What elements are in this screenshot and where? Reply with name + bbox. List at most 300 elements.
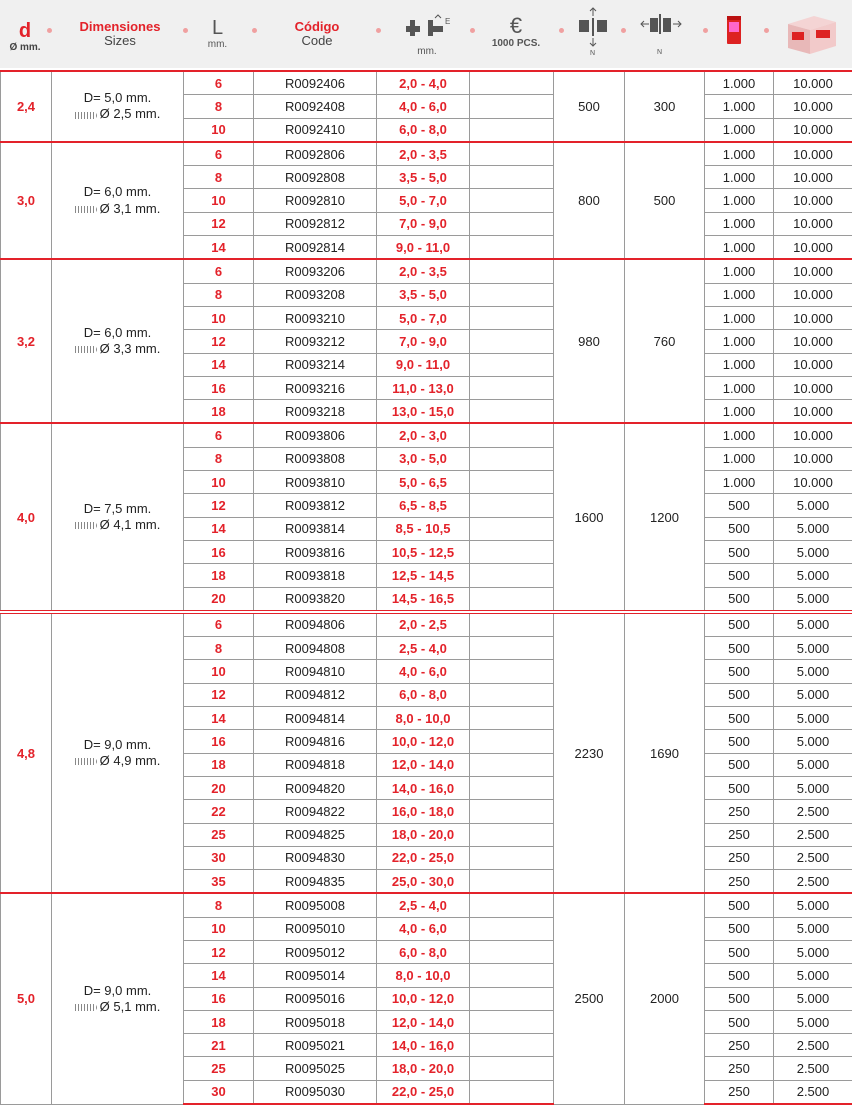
code-cell: R0095008	[254, 893, 377, 917]
code-cell: R0095025	[254, 1057, 377, 1080]
grip-range-cell: 22,0 - 25,0	[377, 1080, 470, 1104]
box-qty-cell: 500	[705, 564, 774, 587]
table-row	[1, 612, 852, 637]
length-cell: 16	[184, 730, 254, 753]
table-row	[1, 142, 852, 166]
length-cell: 16	[184, 376, 254, 399]
head-diameter-text: D= 5,0 mm.	[83, 90, 152, 106]
code-cell: R0093810	[254, 471, 377, 494]
code-cell: R0093208	[254, 283, 377, 306]
grip-range-cell: 2,0 - 4,0	[377, 71, 470, 95]
price-cell	[470, 306, 554, 329]
drill-diameter-line	[52, 753, 183, 769]
carton-qty-cell: 5.000	[774, 587, 852, 612]
price-cell	[470, 730, 554, 753]
price-cell	[470, 753, 554, 776]
header-dimensiones-label: Dimensiones	[79, 19, 161, 34]
price-cell	[470, 870, 554, 894]
code-cell: R0093814	[254, 517, 377, 540]
length-cell: 8	[184, 893, 254, 917]
box-qty-cell: 500	[705, 612, 774, 637]
tensile-force-cell: 760	[625, 259, 705, 423]
code-cell: R0093214	[254, 353, 377, 376]
box-qty-cell: 500	[705, 917, 774, 940]
header-grip-unit: mm.	[417, 46, 437, 57]
box-qty-cell: 500	[705, 1010, 774, 1033]
length-cell: 10	[184, 471, 254, 494]
length-cell: 14	[184, 236, 254, 260]
grip-range-cell: 9,0 - 11,0	[377, 353, 470, 376]
box-qty-cell: 1.000	[705, 471, 774, 494]
carton-qty-cell: 5.000	[774, 707, 852, 730]
length-cell: 12	[184, 940, 254, 963]
separator-dot	[252, 28, 257, 33]
tensile-force-cell: 500	[625, 142, 705, 259]
diameter-cell: 4,0	[1, 423, 52, 611]
price-cell	[470, 707, 554, 730]
price-cell	[470, 376, 554, 399]
table-header	[0, 0, 852, 68]
tensile-force-cell: 2000	[625, 893, 705, 1104]
price-cell	[470, 846, 554, 869]
price-cell	[470, 494, 554, 517]
drill-bit-icon	[75, 206, 97, 213]
carton-qty-cell: 10.000	[774, 71, 852, 95]
header-sizes-label: Sizes	[104, 33, 136, 49]
price-cell	[470, 564, 554, 587]
length-cell: 25	[184, 1057, 254, 1080]
grip-range-cell: 14,0 - 16,0	[377, 776, 470, 799]
grip-range-cell: 9,0 - 11,0	[377, 236, 470, 260]
length-cell: 8	[184, 283, 254, 306]
carton-qty-cell: 2.500	[774, 846, 852, 869]
price-cell	[470, 353, 554, 376]
tensile-force-cell: 1200	[625, 423, 705, 611]
price-cell	[470, 964, 554, 987]
carton-qty-cell: 10.000	[774, 423, 852, 447]
price-cell	[470, 212, 554, 235]
carton-qty-cell: 5.000	[774, 494, 852, 517]
head-diameter-text: D= 6,0 mm.	[83, 325, 152, 341]
carton-qty-cell: 2.500	[774, 1080, 852, 1104]
length-cell: 8	[184, 166, 254, 189]
shear-force-cell: 2230	[554, 612, 625, 894]
header-L-unit: mm.	[207, 39, 228, 50]
carton-qty-cell: 10.000	[774, 142, 852, 166]
price-cell	[470, 95, 554, 118]
carton-qty-cell: 5.000	[774, 893, 852, 917]
carton-qty-cell: 5.000	[774, 940, 852, 963]
diameter-cell: 3,0	[1, 142, 52, 259]
length-cell: 14	[184, 517, 254, 540]
shear-force-cell: 1600	[554, 423, 625, 611]
carton-qty-cell: 10.000	[774, 283, 852, 306]
separator-dot	[621, 28, 626, 33]
grip-range-cell: 10,5 - 12,5	[377, 540, 470, 563]
grip-range-cell: 11,0 - 13,0	[377, 376, 470, 399]
price-cell	[470, 236, 554, 260]
dimensions-cell	[52, 259, 184, 423]
price-cell	[470, 259, 554, 283]
box-qty-cell: 500	[705, 893, 774, 917]
header-L-label: L	[211, 17, 224, 39]
carton-qty-cell: 10.000	[774, 447, 852, 470]
code-cell: R0092806	[254, 142, 377, 166]
carton-qty-cell: 5.000	[774, 1010, 852, 1033]
price-cell	[470, 683, 554, 706]
carton-qty-cell: 10.000	[774, 189, 852, 212]
header-dimensions	[55, 0, 185, 68]
carton-qty-cell: 2.500	[774, 800, 852, 823]
carton-qty-cell: 10.000	[774, 118, 852, 142]
drill-diameter-text: Ø 4,9 mm.	[99, 753, 161, 769]
code-cell: R0092810	[254, 189, 377, 212]
box-qty-cell: 1.000	[705, 118, 774, 142]
grip-range-cell: 6,0 - 8,0	[377, 940, 470, 963]
length-cell: 18	[184, 564, 254, 587]
price-cell	[470, 166, 554, 189]
length-cell: 8	[184, 95, 254, 118]
length-cell: 14	[184, 707, 254, 730]
diameter-cell: 3,2	[1, 259, 52, 423]
grip-range-cell: 5,0 - 7,0	[377, 189, 470, 212]
grip-range-cell: 2,0 - 3,5	[377, 259, 470, 283]
box-qty-cell: 500	[705, 637, 774, 660]
grip-range-cell: 10,0 - 12,0	[377, 730, 470, 753]
table-row	[1, 71, 852, 95]
carton-qty-cell: 5.000	[774, 612, 852, 637]
grip-range-cell: 25,0 - 30,0	[377, 870, 470, 894]
separator-dot	[47, 28, 52, 33]
carton-qty-cell: 10.000	[774, 376, 852, 399]
code-cell: R0092406	[254, 71, 377, 95]
grip-range-cell: 4,0 - 6,0	[377, 660, 470, 683]
drill-diameter-text: Ø 5,1 mm.	[99, 998, 161, 1014]
carton-qty-cell: 10.000	[774, 353, 852, 376]
header-price	[476, 0, 556, 68]
price-cell	[470, 660, 554, 683]
code-cell: R0094822	[254, 800, 377, 823]
length-cell: 35	[184, 870, 254, 894]
head-diameter-text: D= 6,0 mm.	[83, 184, 152, 200]
box-qty-cell: 1.000	[705, 166, 774, 189]
code-cell: R0093210	[254, 306, 377, 329]
length-cell: 25	[184, 823, 254, 846]
box-qty-cell: 1.000	[705, 189, 774, 212]
shear-force-cell: 500	[554, 71, 625, 142]
carton-qty-cell: 5.000	[774, 564, 852, 587]
box-qty-cell: 1.000	[705, 423, 774, 447]
code-cell: R0093218	[254, 400, 377, 424]
box-qty-cell: 250	[705, 846, 774, 869]
length-cell: 12	[184, 330, 254, 353]
drill-diameter-line	[52, 999, 183, 1015]
grip-range-icon	[402, 14, 452, 50]
box-qty-cell: 1.000	[705, 71, 774, 95]
price-cell	[470, 540, 554, 563]
grip-range-cell: 22,0 - 25,0	[377, 846, 470, 869]
price-cell	[470, 118, 554, 142]
grip-range-cell: 2,0 - 3,0	[377, 423, 470, 447]
drill-diameter-line	[52, 341, 183, 357]
box-qty-cell: 500	[705, 660, 774, 683]
price-cell	[470, 447, 554, 470]
grip-range-cell: 12,5 - 14,5	[377, 564, 470, 587]
box-qty-cell: 500	[705, 964, 774, 987]
box-qty-cell: 1.000	[705, 236, 774, 260]
dimensions-cell	[52, 142, 184, 259]
carton-qty-cell: 2.500	[774, 870, 852, 894]
carton-qty-cell: 5.000	[774, 660, 852, 683]
code-cell: R0095016	[254, 987, 377, 1010]
box-qty-cell: 250	[705, 1080, 774, 1104]
drill-diameter-text: Ø 2,5 mm.	[99, 106, 161, 122]
box-qty-cell: 500	[705, 683, 774, 706]
shear-force-cell: 2500	[554, 893, 625, 1104]
grip-range-cell: 4,0 - 6,0	[377, 95, 470, 118]
price-cell	[470, 587, 554, 612]
length-cell: 10	[184, 660, 254, 683]
box-qty-cell: 1.000	[705, 400, 774, 424]
grip-range-cell: 5,0 - 7,0	[377, 306, 470, 329]
grip-range-cell: 8,0 - 10,0	[377, 707, 470, 730]
header-shear	[565, 0, 621, 68]
code-cell: R0095018	[254, 1010, 377, 1033]
code-cell: R0094835	[254, 870, 377, 894]
header-d-unit: Ø mm.	[9, 42, 41, 53]
header-code-label: Code	[301, 33, 333, 49]
length-cell: 30	[184, 1080, 254, 1104]
grip-range-cell: 5,0 - 6,5	[377, 471, 470, 494]
carton-qty-cell: 5.000	[774, 753, 852, 776]
code-cell: R0094830	[254, 846, 377, 869]
price-cell	[470, 612, 554, 637]
separator-dot	[559, 28, 564, 33]
carton-package-icon	[784, 10, 840, 56]
length-cell: 10	[184, 306, 254, 329]
grip-range-cell: 4,0 - 6,0	[377, 917, 470, 940]
length-cell: 8	[184, 447, 254, 470]
length-cell: 10	[184, 118, 254, 142]
shear-force-letter: N	[590, 50, 596, 56]
code-cell: R0094816	[254, 730, 377, 753]
head-diameter-text: D= 9,0 mm.	[83, 736, 152, 752]
code-cell: R0095014	[254, 964, 377, 987]
length-cell: 30	[184, 846, 254, 869]
length-cell: 12	[184, 683, 254, 706]
carton-qty-cell: 10.000	[774, 400, 852, 424]
grip-range-cell: 3,0 - 5,0	[377, 447, 470, 470]
carton-qty-cell: 10.000	[774, 95, 852, 118]
code-cell: R0092814	[254, 236, 377, 260]
code-cell: R0094812	[254, 683, 377, 706]
drill-diameter-line	[52, 201, 183, 217]
box-qty-cell: 1.000	[705, 353, 774, 376]
carton-qty-cell: 2.500	[774, 1034, 852, 1057]
head-diameter-text: D= 9,0 mm.	[83, 982, 152, 998]
dimensions-cell	[52, 893, 184, 1104]
code-cell: R0094825	[254, 823, 377, 846]
box-qty-cell: 1.000	[705, 376, 774, 399]
price-cell	[470, 893, 554, 917]
price-cell	[470, 987, 554, 1010]
grip-range-cell: 14,0 - 16,0	[377, 1034, 470, 1057]
drill-bit-icon	[75, 1004, 97, 1011]
grip-range-cell: 13,0 - 15,0	[377, 400, 470, 424]
box-qty-cell: 1.000	[705, 306, 774, 329]
length-cell: 14	[184, 964, 254, 987]
price-cell	[470, 423, 554, 447]
length-cell: 10	[184, 917, 254, 940]
header-codigo-label: Código	[294, 19, 340, 34]
length-cell: 8	[184, 637, 254, 660]
header-carton	[772, 0, 852, 68]
header-grip-range	[382, 0, 472, 68]
price-cell	[470, 823, 554, 846]
carton-qty-cell: 10.000	[774, 166, 852, 189]
grip-range-cell: 6,0 - 8,0	[377, 118, 470, 142]
box-qty-cell: 1.000	[705, 330, 774, 353]
diameter-cell: 5,0	[1, 893, 52, 1104]
drill-diameter-text: Ø 3,3 mm.	[99, 341, 161, 357]
grip-range-cell: 10,0 - 12,0	[377, 987, 470, 1010]
grip-range-cell: 18,0 - 20,0	[377, 1057, 470, 1080]
grip-range-cell: 2,5 - 4,0	[377, 637, 470, 660]
box-qty-cell: 1.000	[705, 447, 774, 470]
length-cell: 10	[184, 189, 254, 212]
drill-bit-icon	[75, 346, 97, 353]
grip-range-cell: 12,0 - 14,0	[377, 1010, 470, 1033]
code-cell: R0093812	[254, 494, 377, 517]
length-cell: 18	[184, 400, 254, 424]
price-cell	[470, 189, 554, 212]
euro-icon: €	[509, 13, 523, 38]
code-cell: R0094810	[254, 660, 377, 683]
length-cell: 6	[184, 259, 254, 283]
price-cell	[470, 776, 554, 799]
box-qty-cell: 500	[705, 776, 774, 799]
box-qty-cell: 250	[705, 1034, 774, 1057]
carton-qty-cell: 5.000	[774, 917, 852, 940]
price-cell	[470, 1034, 554, 1057]
price-cell	[470, 400, 554, 424]
length-cell: 6	[184, 423, 254, 447]
drill-diameter-line	[52, 106, 183, 122]
box-qty-cell: 1.000	[705, 259, 774, 283]
box-qty-cell: 1.000	[705, 142, 774, 166]
code-cell: R0094808	[254, 637, 377, 660]
length-cell: 18	[184, 753, 254, 776]
box-qty-cell: 500	[705, 730, 774, 753]
box-qty-cell: 500	[705, 540, 774, 563]
tensile-force-icon	[637, 6, 687, 56]
price-cell	[470, 1057, 554, 1080]
header-d-label: d	[18, 20, 32, 42]
carton-qty-cell: 10.000	[774, 306, 852, 329]
shear-force-icon	[573, 6, 613, 56]
separator-dot	[764, 28, 769, 33]
box-qty-cell: 500	[705, 753, 774, 776]
length-cell: 6	[184, 612, 254, 637]
price-cell	[470, 517, 554, 540]
separator-dot	[183, 28, 188, 33]
header-price-unit: 1000 PCS.	[491, 38, 541, 50]
header-diameter	[0, 0, 50, 68]
diameter-cell: 4,8	[1, 612, 52, 894]
code-cell: R0093808	[254, 447, 377, 470]
tensile-force-cell: 1690	[625, 612, 705, 894]
carton-qty-cell: 10.000	[774, 212, 852, 235]
length-cell: 20	[184, 776, 254, 799]
code-cell: R0093806	[254, 423, 377, 447]
carton-qty-cell: 5.000	[774, 517, 852, 540]
separator-dot	[376, 28, 381, 33]
length-cell: 6	[184, 142, 254, 166]
box-qty-cell: 500	[705, 587, 774, 612]
carton-qty-cell: 5.000	[774, 540, 852, 563]
box-qty-cell: 500	[705, 987, 774, 1010]
grip-range-cell: 7,0 - 9,0	[377, 212, 470, 235]
shear-force-cell: 980	[554, 259, 625, 423]
product-table	[0, 70, 852, 1105]
length-cell: 21	[184, 1034, 254, 1057]
code-cell: R0094814	[254, 707, 377, 730]
header-length	[190, 0, 245, 68]
price-cell	[470, 142, 554, 166]
code-cell: R0094818	[254, 753, 377, 776]
grip-range-cell: 6,5 - 8,5	[377, 494, 470, 517]
table-row	[1, 423, 852, 447]
drill-diameter-text: Ø 4,1 mm.	[99, 517, 161, 533]
box-qty-cell: 500	[705, 707, 774, 730]
drill-bit-icon	[75, 758, 97, 765]
carton-qty-cell: 5.000	[774, 683, 852, 706]
dimensions-cell	[52, 612, 184, 894]
grip-range-cell: 3,5 - 5,0	[377, 166, 470, 189]
header-code	[258, 0, 376, 68]
length-cell: 20	[184, 587, 254, 612]
code-cell: R0095010	[254, 917, 377, 940]
carton-qty-cell: 5.000	[774, 964, 852, 987]
length-cell: 14	[184, 353, 254, 376]
shear-force-cell: 800	[554, 142, 625, 259]
code-cell: R0095021	[254, 1034, 377, 1057]
code-cell: R0092812	[254, 212, 377, 235]
price-cell	[470, 637, 554, 660]
length-cell: 22	[184, 800, 254, 823]
price-cell	[470, 940, 554, 963]
tensile-force-letter: N	[657, 49, 663, 56]
dimensions-cell	[52, 71, 184, 142]
length-cell: 12	[184, 212, 254, 235]
carton-qty-cell: 5.000	[774, 987, 852, 1010]
carton-qty-cell: 2.500	[774, 823, 852, 846]
price-cell	[470, 1010, 554, 1033]
table-row	[1, 259, 852, 283]
length-cell: 6	[184, 71, 254, 95]
price-cell	[470, 1080, 554, 1104]
box-qty-cell: 1.000	[705, 212, 774, 235]
head-diameter-text: D= 7,5 mm.	[83, 500, 152, 516]
code-cell: R0092408	[254, 95, 377, 118]
length-cell: 16	[184, 987, 254, 1010]
code-cell: R0093206	[254, 259, 377, 283]
grip-range-cell: 6,0 - 8,0	[377, 683, 470, 706]
grip-range-cell: 7,0 - 9,0	[377, 330, 470, 353]
box-qty-cell: 500	[705, 517, 774, 540]
drill-bit-icon	[75, 112, 97, 119]
length-cell: 12	[184, 494, 254, 517]
